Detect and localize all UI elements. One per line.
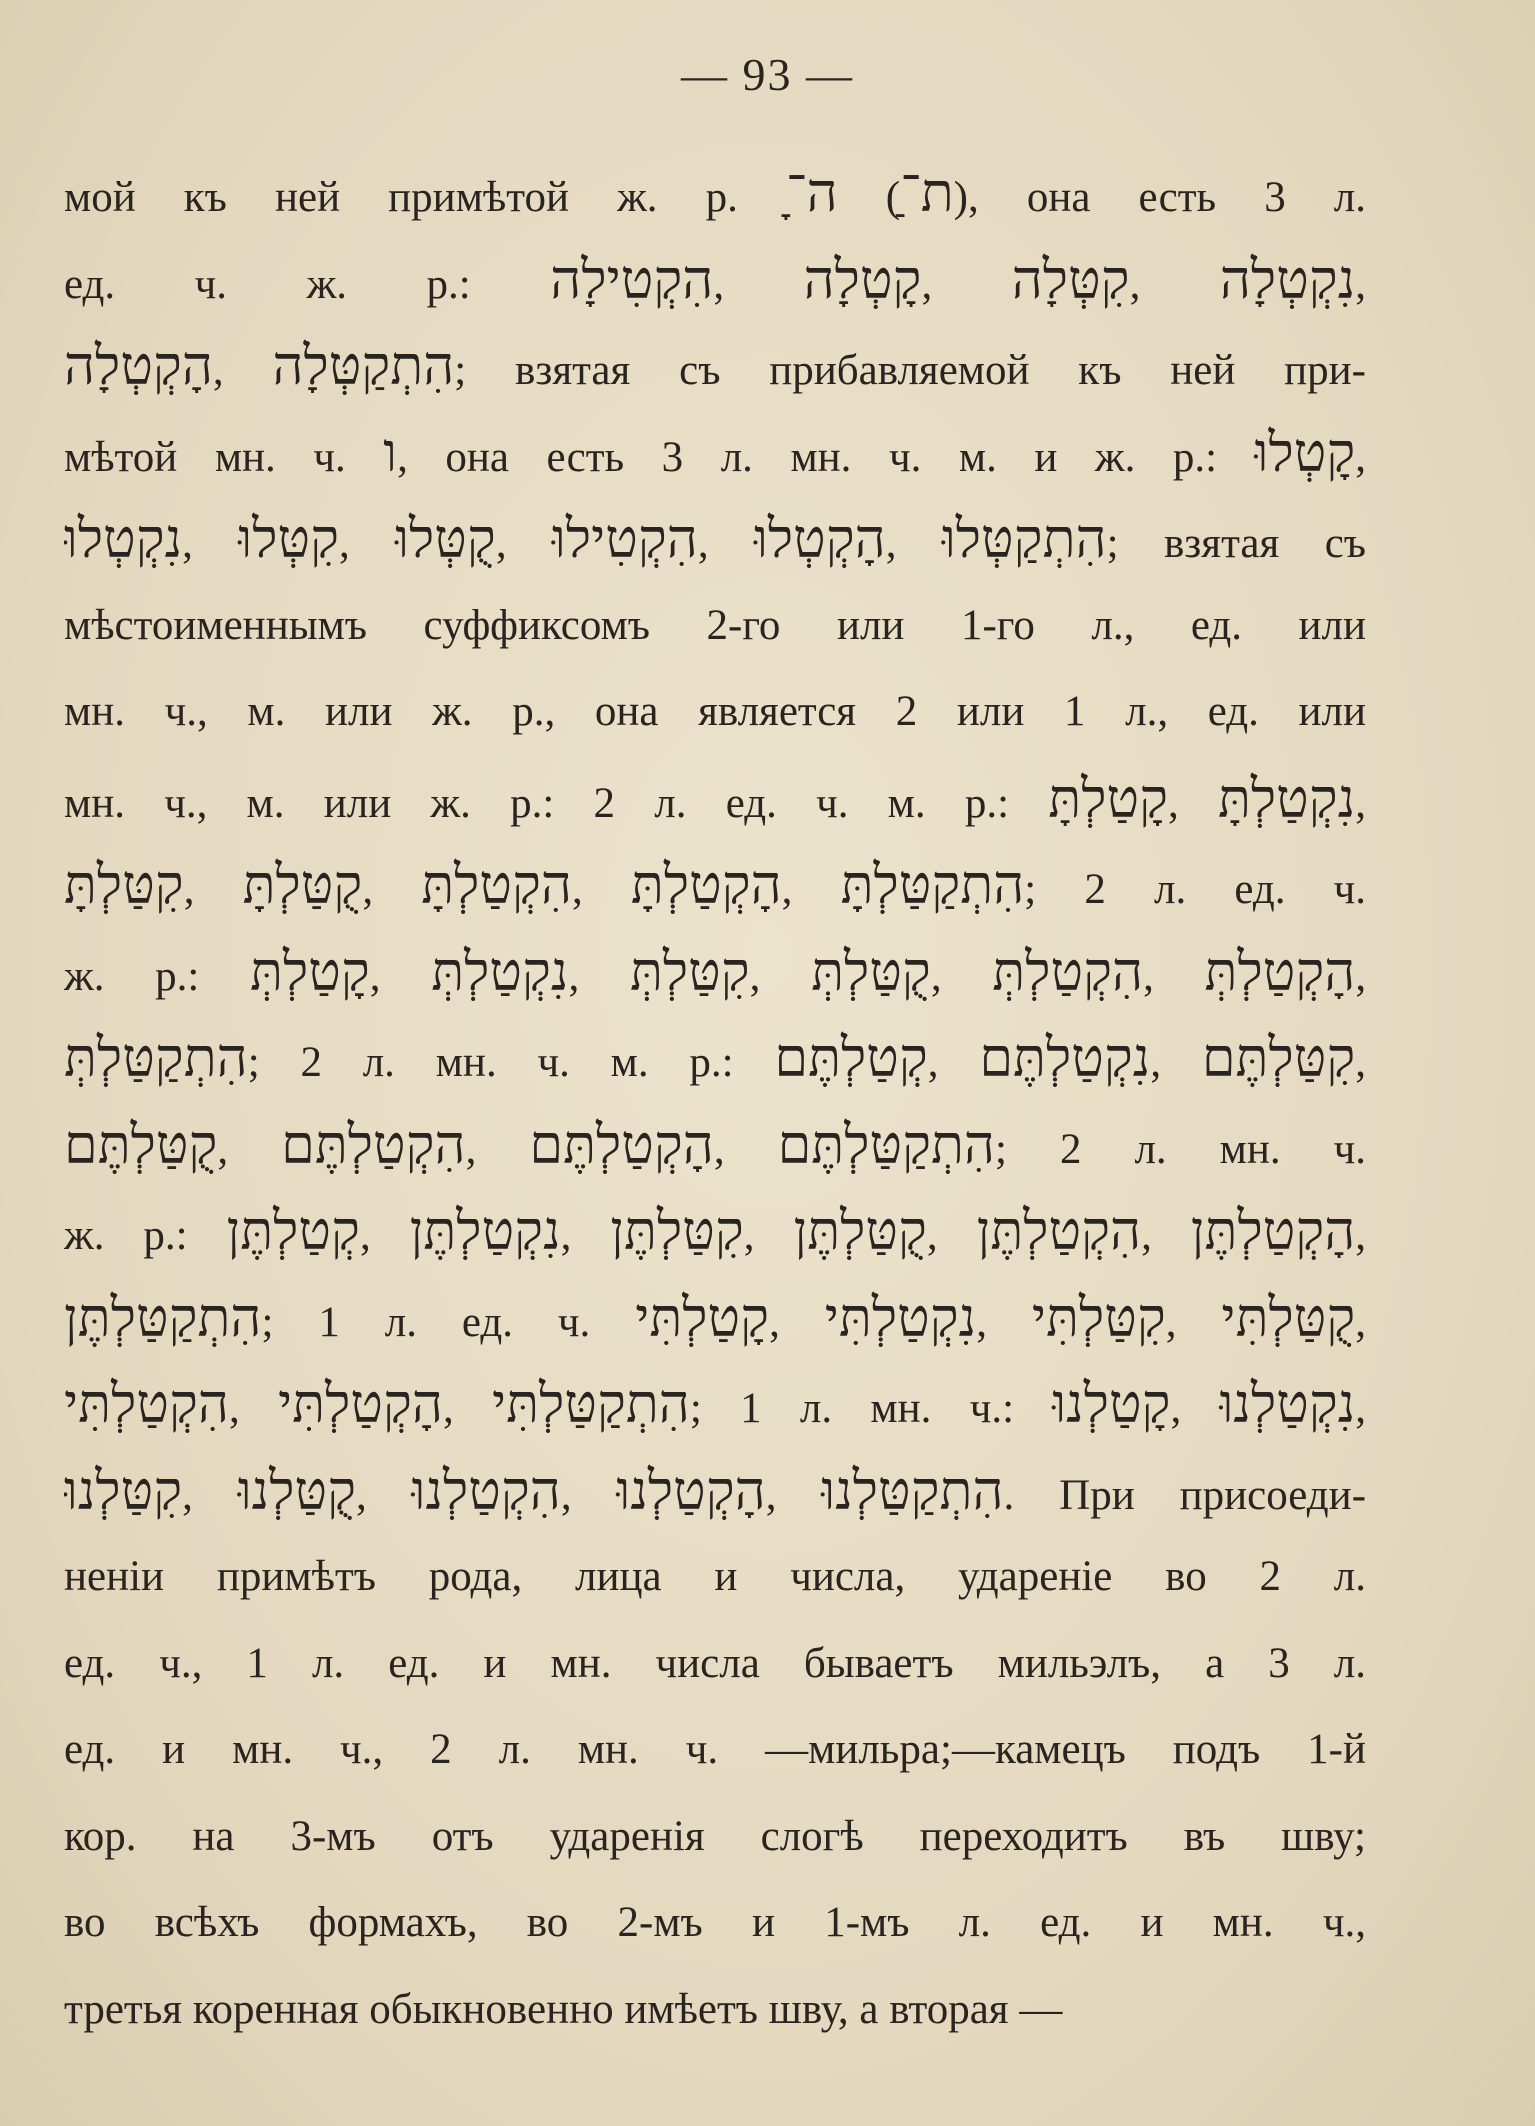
hebrew-word: הִקְטַלְנוּ bbox=[411, 1458, 561, 1522]
hebrew-word: הִקְטַלְתֶּם bbox=[281, 1112, 466, 1176]
hebrew-word: קֻטַּלְתְּ bbox=[811, 939, 931, 1003]
hebrew-word: הִקְטִילָה bbox=[550, 247, 714, 311]
text-line: ед. и мн. ч., 2 л. мн. ч. —мильра;—камецъ подъ 1-й bbox=[64, 1726, 1366, 1773]
hebrew-word: קָטַלְתְּ bbox=[250, 939, 370, 1003]
text-line: мн. ч., м. или ж. р.: 2 л. ед. ч. м. р.: קָטַלְתָּ, נִקְטַלְתָּ, bbox=[64, 766, 1366, 830]
hebrew-word: הִתְקַטְּלוּ bbox=[941, 507, 1107, 570]
hebrew-word: קִטַּלְתָּ bbox=[64, 853, 184, 916]
body-text bbox=[64, 150, 1366, 2053]
hebrew-word: הָקְטַלְתִּי bbox=[278, 1372, 443, 1435]
text-line: קִטַּלְנוּ, קֻטַּלְנוּ, הִקְטַלְנוּ, הָקְטַלְנוּ, הִתְקַטַּלְנוּ. При присоеди- bbox=[64, 1458, 1366, 1522]
page-number: — 93 — bbox=[681, 49, 854, 100]
text-line: мн. ч., м. или ж. р., она является 2 или 1 л., ед. или bbox=[64, 688, 1366, 735]
text-line: мой къ ней примѣтой ж. р. ה־ָ (ת־ַ), она есть 3 л. bbox=[64, 161, 1366, 224]
hebrew-word: הִתְקַטַּלְתֶּן bbox=[64, 1285, 262, 1349]
hebrew-word: ו bbox=[383, 420, 398, 484]
hebrew-word: קָטְלוּ bbox=[1254, 420, 1356, 484]
hebrew-word: הִקְטִילוּ bbox=[552, 507, 698, 570]
text-line: הִקְטַלְתִּי, הָקְטַלְתִּי, הִתְקַטַּלְתִּי; 1 л. мн. ч.: קָטַלְנוּ, נִקְטַלְנוּ, bbox=[64, 1372, 1366, 1435]
text-line: קֻטַּלְתֶּם, הִקְטַלְתֶּם, הָקְטַלְתֶּם, הִתְקַטַּלְתֶּם; 2 л. мн. ч. bbox=[64, 1112, 1366, 1176]
hebrew-word: נִקְטַלְנוּ bbox=[1219, 1372, 1356, 1435]
text-line: קִטַּלְתָּ, קֻטַּלְתָּ, הִקְטַלְתָּ, הָקְטַלְתָּ, הִתְקַטַּלְתָּ; 2 л. ед. ч. bbox=[64, 853, 1366, 916]
hebrew-word: קָטַלְתָּ bbox=[1048, 766, 1168, 830]
text-line: נִקְטְלוּ, קִטְּלוּ, קֻטְּלוּ, הִקְטִילוּ, הָקְטְלוּ, הִתְקַטְּלוּ; взятая съ bbox=[64, 507, 1366, 570]
text-line: третья коренная обыкновенно имѣетъ шву, а вторая — bbox=[64, 1985, 1063, 2033]
hebrew-word: קָטַלְתִּי bbox=[635, 1285, 770, 1349]
hebrew-word: קֻטַּלְתָּ bbox=[242, 853, 363, 916]
hebrew-word: הָקְטַלְתָּ bbox=[630, 853, 782, 916]
hebrew-word: קֻטַּלְתֶּם bbox=[64, 1112, 218, 1176]
hebrew-word: קִטְּלָה bbox=[1011, 247, 1130, 311]
hebrew-word: נִקְטַלְתְּ bbox=[431, 939, 569, 1003]
text-line: во всѣхъ формахъ, во 2-мъ и 1-мъ л. ед. и мн. ч., bbox=[64, 1899, 1366, 1946]
hebrew-word: הִתְקַטַּלְתֶּם bbox=[777, 1112, 995, 1176]
hebrew-word: הָקְטַלְתְּ bbox=[1204, 939, 1356, 1003]
hebrew-word: הִתְקַטַּלְתִּי bbox=[492, 1372, 690, 1435]
hebrew-word: הָקְטַלְתֶּן bbox=[1190, 1199, 1356, 1262]
text-line: ж. р.: קָטַלְתְּ, נִקְטַלְתְּ, קִטַּלְתְּ, קֻטַּלְתְּ, הִקְטַלְתְּ, הָקְטַלְתְּ, bbox=[64, 939, 1366, 1003]
hebrew-word: הָקְטְלָה bbox=[64, 334, 213, 397]
hebrew-word: קִטַּלְנוּ bbox=[64, 1458, 183, 1522]
hebrew-word: קִטַּלְתֶּם bbox=[1201, 1026, 1356, 1089]
hebrew-word: קִטַּלְתְּ bbox=[629, 939, 750, 1003]
hebrew-word: נִקְטַלְתֶּן bbox=[409, 1199, 561, 1262]
hebrew-word: קֻטְּלוּ bbox=[395, 507, 496, 570]
hebrew-word: הִתְקַטַּלְתְּ bbox=[64, 1026, 248, 1089]
hebrew-word: הִקְטַלְתְּ bbox=[992, 939, 1144, 1003]
hebrew-word: קְטַלְתֶּן bbox=[226, 1199, 360, 1262]
text-line: הָקְטְלָה, הִתְקַטְּלָה; взятая съ прибавляемой къ ней при- bbox=[64, 334, 1366, 397]
hebrew-word: קָטְלָה bbox=[803, 247, 922, 311]
hebrew-word: הִתְקַטַּלְתָּ bbox=[840, 853, 1025, 916]
hebrew-word: הִתְקַטְּלָה bbox=[272, 334, 455, 397]
hebrew-word: קֻטַּלְתֶּן bbox=[793, 1199, 927, 1262]
hebrew-word: הִקְטַלְתָּ bbox=[421, 853, 572, 916]
hebrew-word: הָקְטַלְנוּ bbox=[616, 1458, 766, 1522]
hebrew-word: נִקְטְלוּ bbox=[64, 507, 183, 570]
hebrew-word: קְטַלְתֶּם bbox=[774, 1026, 928, 1089]
hebrew-word: הִתְקַטַּלְנוּ bbox=[821, 1458, 1004, 1522]
text-line: הִתְקַטַּלְתְּ; 2 л. мн. ч. м. р.: קְטַלְתֶּם, נִקְטַלְתֶּם, קִטַּלְתֶּם, bbox=[64, 1026, 1366, 1089]
hebrew-word: קִטְּלוּ bbox=[238, 507, 339, 570]
hebrew-word: נִקְטַלְתִּי bbox=[824, 1285, 977, 1349]
hebrew-word: הָקְטְלוּ bbox=[754, 507, 886, 570]
text-line: הִתְקַטַּלְתֶּן; 1 л. ед. ч. קָטַלְתִּי, נִקְטַלְתִּי, קִטַּלְתִּי, קֻטַּלְתִּי, bbox=[64, 1285, 1366, 1349]
text-line: ед. ч. ж. р.: הִקְטִילָה, קָטְלָה, קִטְּלָה, נִקְטְלָה, bbox=[64, 247, 1366, 311]
hebrew-word: ה־ָ bbox=[785, 161, 838, 224]
hebrew-word: קֻטַּלְנוּ bbox=[237, 1458, 356, 1522]
text-line: кор. на 3-мъ отъ ударенія слогѣ переходитъ въ шву; bbox=[64, 1812, 1366, 1860]
hebrew-word: הִקְטַלְתֶּן bbox=[976, 1199, 1142, 1262]
hebrew-word: נִקְטַלְתֶּם bbox=[979, 1026, 1151, 1089]
text-line: мѣтой мн. ч. ו, она есть 3 л. мн. ч. м. и ж. р.: קָטְלוּ, bbox=[64, 420, 1366, 484]
hebrew-word: קִטַּלְתֶּן bbox=[610, 1199, 744, 1262]
hebrew-word: ת־ַ bbox=[900, 161, 954, 224]
text-line: мѣстоименнымъ суффиксомъ 2-го или 1-го л., ед. или bbox=[64, 601, 1366, 649]
hebrew-word: הִקְטַלְתִּי bbox=[64, 1372, 229, 1435]
hebrew-word: קִטַּלְתִּי bbox=[1031, 1285, 1166, 1349]
text-line: ед. ч., 1 л. ед. и мн. числа бываетъ мильэлъ, а 3 л. bbox=[64, 1639, 1366, 1687]
hebrew-word: קֻטַּלְתִּי bbox=[1221, 1285, 1356, 1349]
hebrew-word: הָקְטַלְתֶּם bbox=[529, 1112, 714, 1176]
hebrew-word: נִקְטְלָה bbox=[1219, 247, 1356, 311]
text-line: неніи примѣтъ рода, лица и числа, удареніе во 2 л. bbox=[64, 1553, 1366, 1600]
hebrew-word: נִקְטַלְתָּ bbox=[1217, 766, 1356, 830]
text-line: ж. р.: קְטַלְתֶּן, נִקְטַלְתֶּן, קִטַּלְתֶּן, קֻטַּלְתֶּן, הִקְטַלְתֶּן, הָקְטַלְתֶּן, bbox=[64, 1199, 1366, 1262]
hebrew-word: קָטַלְנוּ bbox=[1052, 1372, 1171, 1435]
